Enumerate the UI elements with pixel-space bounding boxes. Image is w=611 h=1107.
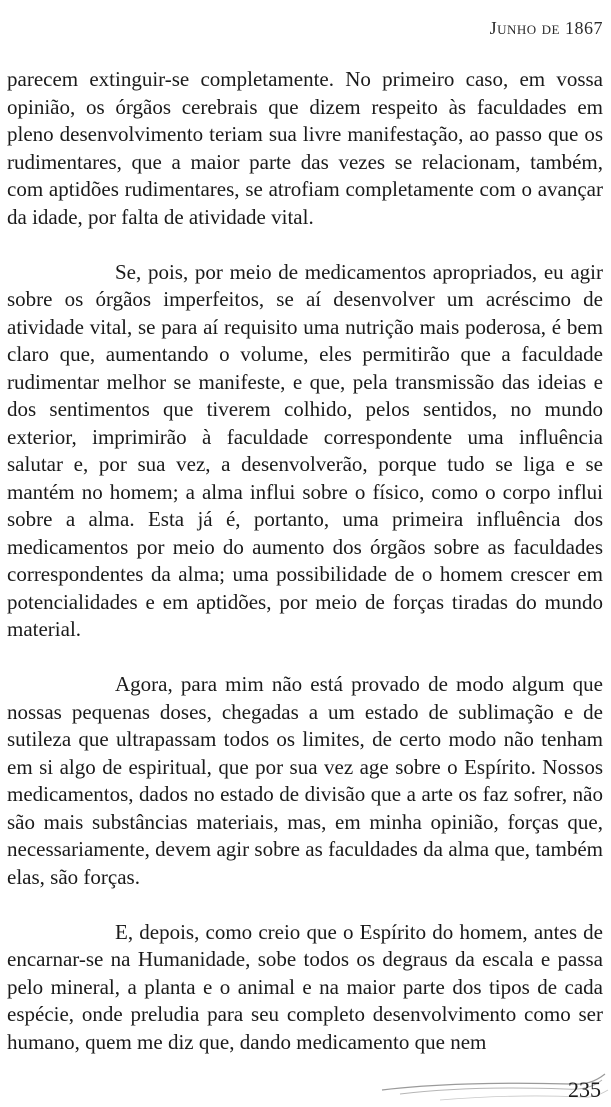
paragraph: E, depois, como creio que o Espírito do homem, antes de encarnar-se na Humanidade, sobe todos os degraus da escala e passa pelo mineral, a planta e o animal e na maior parte dos tipos de cada espécie, onde preludia para seu completo desenvolvimento como ser humano, quem me diz que, dando medicamento que nem <box>7 919 603 1054</box>
running-header: Junho de 1867 <box>489 18 603 38</box>
paragraph: Agora, para mim não está provado de modo algum que nossas pequenas doses, chegadas a um estado de sublimação e de sutileza que ultrapassam todos os limites, de certo modo não tenham em si algo de espiritual, que por sua vez age sobre o Espírito. Nossos medicamentos, dados no estado de divisão que a arte os faz sofrer, não são mais substâncias materiais, mas, em minha opinião, forças que, necessariamente, devem agir sobre as faculdades da alma que, também elas, são forças. <box>7 672 603 889</box>
page-number: 235 <box>568 1077 601 1102</box>
body-text <box>7 66 603 1056</box>
paragraph: Se, pois, por meio de medicamentos apropriados, eu agir sobre os órgãos imperfeitos, se aí desenvolver um acréscimo de atividade vital, se para aí requisito uma nutrição mais poderosa, é bem claro que, aumentando o volume, eles permitirão que a faculdade rudimentar melhor se manifeste, e que, pela transmissão das ideias e dos sentimentos que tiverem colhido, pelos sentidos, no mundo exterior, imprimirão à faculdade correspondente uma influência salutar e, por sua vez, a desenvolverão, porque tudo se liga e se mantém no homem; a alma influi sobre o físico, como o corpo influi sobre a alma. Esta já é, portanto, uma primeira influência dos medicamentos por meio do aumento dos órgãos sobre as faculdades correspondentes da alma; uma possibilidade de o homem crescer em potencialidades e em aptidões, por meio de forças tiradas do mundo material. <box>7 259 603 641</box>
page-footer <box>380 1060 611 1107</box>
paragraph-continued: parecem extinguir-se completamente. No primeiro caso, em vossa opinião, os órgãos cerebrais que dizem respeito às faculdades em pleno desenvolvimento teriam sua livre manifestação, ao passo que os rudimentares, que a maior parte das vezes se relacionam, também, com aptidões rudimentares, se atrofiam completamente com o avançar da idade, por falta de atividade vital. <box>7 67 603 229</box>
